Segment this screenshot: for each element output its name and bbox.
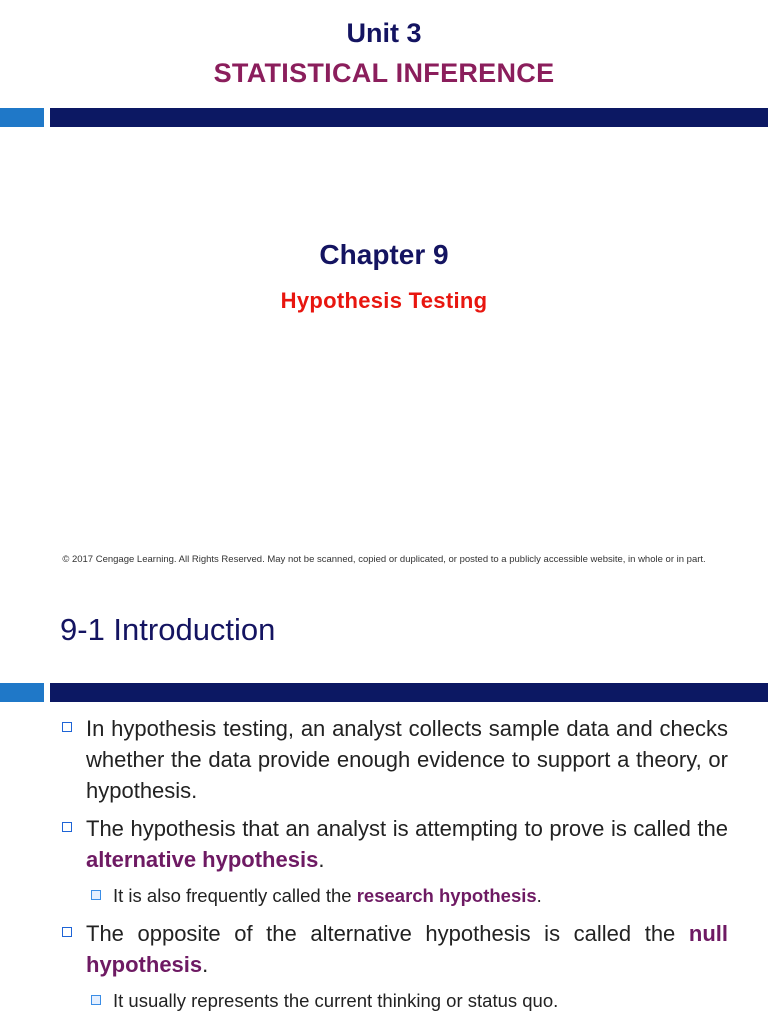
divider-accent-dark: [50, 683, 768, 702]
bullet-text-end: .: [318, 847, 325, 872]
copyright-notice: © 2017 Cengage Learning. All Rights Reserved. May not be scanned, copied or duplicated, or posted to a publicly accessible website, in whole or in part.: [62, 554, 706, 565]
divider-accent-light: [0, 683, 44, 702]
bullet-text: The hypothesis that an analyst is attempting to prove is called the: [86, 816, 728, 841]
section-title: 9-1 Introduction: [60, 612, 276, 647]
sub-bullet-item: [113, 882, 728, 910]
key-term-null-hypothesis: null hypothesis: [86, 921, 728, 977]
sub-bullet-item: [113, 987, 728, 1015]
sub-bullet-text: It is also frequently called the: [113, 885, 357, 906]
hollow-square-bullet-icon: [62, 927, 72, 937]
chapter-subtitle: Hypothesis Testing: [280, 288, 488, 313]
bullet-text: In hypothesis testing, an analyst collects sample data and checks whether the data provide enough evidence to support a theory, or hypothesis.: [86, 716, 728, 803]
bullet-item: [86, 713, 728, 806]
header-divider-bar: [0, 108, 768, 127]
key-term-alternative-hypothesis: alternative hypothesis: [86, 847, 319, 872]
bullet-item: [86, 918, 728, 980]
hollow-square-bullet-icon: [62, 822, 72, 832]
unit-title: Unit 3: [346, 18, 422, 48]
unit-subtitle: STATISTICAL INFERENCE: [213, 58, 555, 88]
divider-accent-dark: [50, 108, 768, 127]
content-slide: [0, 586, 768, 1024]
bullet-item: [86, 813, 728, 875]
bullet-text: The opposite of the alternative hypothesis is called the: [86, 921, 689, 946]
filled-square-bullet-icon: [91, 995, 101, 1005]
hollow-square-bullet-icon: [62, 722, 72, 732]
header-divider-bar: [0, 683, 768, 702]
filled-square-bullet-icon: [91, 890, 101, 900]
sub-bullet-text-end: .: [536, 885, 542, 906]
sub-bullet-text: It usually represents the current thinking or status quo.: [113, 990, 559, 1011]
bullet-list: [0, 713, 768, 1015]
bullet-text-end: .: [202, 952, 209, 977]
chapter-title: Chapter 9: [319, 239, 449, 270]
divider-accent-light: [0, 108, 44, 127]
key-term-research-hypothesis: research hypothesis: [356, 885, 537, 906]
